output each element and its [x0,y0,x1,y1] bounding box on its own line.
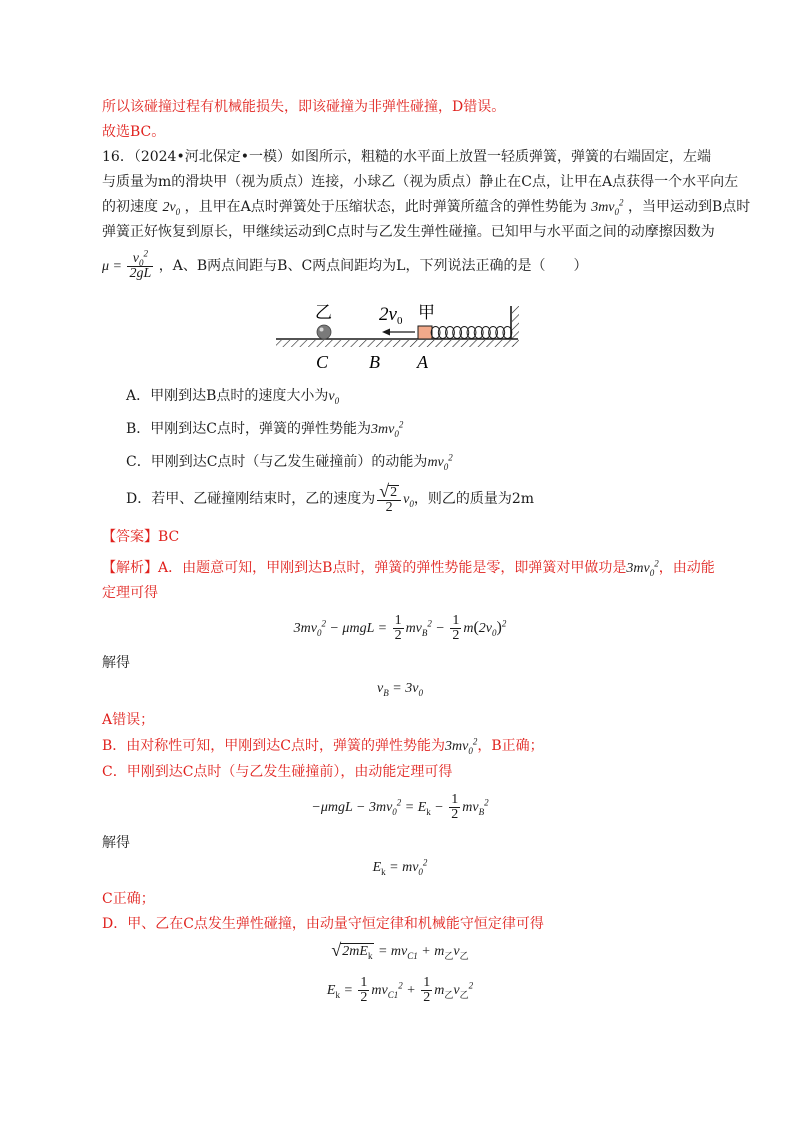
answer-tag: 【答案】 [102,529,158,545]
spring [431,327,512,339]
equation-3: $-\mu mgL - 3mv_0^2 = E_k$ − $\frac{1}{2}$ $mv_B^2$ [311,792,489,823]
arrow-head [382,329,390,336]
label-yi: 乙 [315,303,332,322]
question-line-5 [102,250,587,283]
question-line-4: 弹簧正好恢复到原长，甲继续运动到C点时与乙发生弹性碰撞。已知甲与水平面之间的动摩擦因数为 [102,224,715,240]
label-b: B [369,352,380,372]
equation-6: $E_k$ = $\frac{1}{2}$ $mv_{C1}^2$ + $\frac{1}{2}$ $m_乙v_乙^2$ [326,975,474,1006]
question-text-3a: 的初速度 [102,199,158,215]
question-number: 16．（2024•河北保定•一模） [102,149,291,165]
analysis-tag: 【解析】 [102,560,158,576]
label-velocity: $2v_0$ [379,304,403,327]
formula-2v0: $2v_0$ [162,200,181,217]
formula-3mv0sq: $3mv_0^2$ [591,197,624,217]
analysis-c-right: C正确； [102,891,155,907]
analysis-text-1b: ，由动能 [658,560,715,576]
analysis-a-wrong: A错误； [102,712,155,728]
question-text-1: 如图所示，粗糙的水平面上放置一轻质弹簧，弹簧的右端固定，左端 [290,149,711,165]
analysis-line-d: D．甲、乙在C点发生弹性碰撞，由动量守恒定律和机械能守恒定律可得 [102,916,544,932]
formula-mu: μ = $\frac{v_0^2}{2gL}$ [102,248,152,282]
question-text-5: ，A、B两点间距与B、C两点间距均为L，下列说法正确的是（ ） [158,258,588,274]
analysis-line-c: C．甲刚到达C点时（与乙发生碰撞前），由动能定理可得 [102,764,453,780]
option-d-text-2: ，则乙的质量为2m [413,491,535,507]
equation-4: $E_k = mv_0^2$ [372,857,428,877]
intro-line-2: 故选BC。 [102,124,166,140]
answer-value: BC [158,529,180,545]
option-c-formula: $mv_0^2$ [427,452,453,472]
jiede-1: 解得 [102,655,130,671]
option-a-text: A．甲刚到达B点时的速度大小为 [126,388,329,404]
label-a: A [417,352,428,372]
option-d-text-1: D．若甲、乙碰撞刚结束时，乙的速度为 [126,491,376,507]
option-b [126,419,403,440]
physics-figure [272,298,532,376]
analysis-b-text-a: B．由对称性可知，甲刚到达C点时，弹簧的弹性势能为 [102,738,445,754]
equation-5: $√2mE_k = mv_{C1} + m_乙v_乙$ [331,940,469,961]
analysis-line-b [102,736,544,757]
option-a-formula: $v_0$ [328,389,340,406]
question-text-3c: ，当甲运动到B点时 [627,199,751,215]
option-c [126,452,453,473]
option-a [126,386,339,407]
option-d [126,482,534,517]
block-jia [418,326,432,339]
equation-2: $v_B = 3v_0$ [377,681,423,698]
ball-yi [317,325,331,339]
analysis-line-1 [102,558,715,579]
question-line-1 [102,147,711,167]
equation-1: $3mv_0^2 - \mu mgL$ = $\frac{1}{2}$ $mv_B^2$ − $\frac{1}{2}$ $m(2v_0)^2$ [293,613,507,644]
question-text-3b: ，且甲在A点时弹簧处于压缩状态，此时弹簧所蕴含的弹性势能为 [184,199,587,215]
option-d-formula: $\frac{√2}{2}$ $v_0$ [379,481,414,516]
label-c: C [316,352,329,372]
answer-line [102,527,179,547]
analysis-formula-3mv0sq: $3mv_0^2$ [626,558,659,578]
question-line-3 [102,197,750,218]
option-b-formula: $3mv_0^2$ [371,419,404,439]
ground-hatch [276,340,514,347]
analysis-b-text-b: ，B正确； [477,738,544,754]
analysis-b-formula: $3mv_0^2$ [445,736,478,756]
analysis-line-2: 定理可得 [102,585,158,601]
analysis-text-1a: A．由题意可知，甲刚到达B点时，弹簧的弹性势能是零，即弹簧对甲做功是 [158,560,627,576]
label-jia: 甲 [418,303,435,322]
intro-line-1: 所以该碰撞过程有机械能损失，即该碰撞为非弹性碰撞，D错误。 [102,99,506,115]
option-b-text: B．甲刚到达C点时，弹簧的弹性势能为 [126,421,371,437]
jiede-2: 解得 [102,835,130,851]
option-c-text: C．甲刚到达C点时（与乙发生碰撞前）的动能为 [126,454,428,470]
wall-hatch [512,306,519,346]
question-line-2: 与质量为m的滑块甲（视为质点）连接，小球乙（视为质点）静止在C点，让甲在A点获得一个水平向左 [102,174,739,190]
